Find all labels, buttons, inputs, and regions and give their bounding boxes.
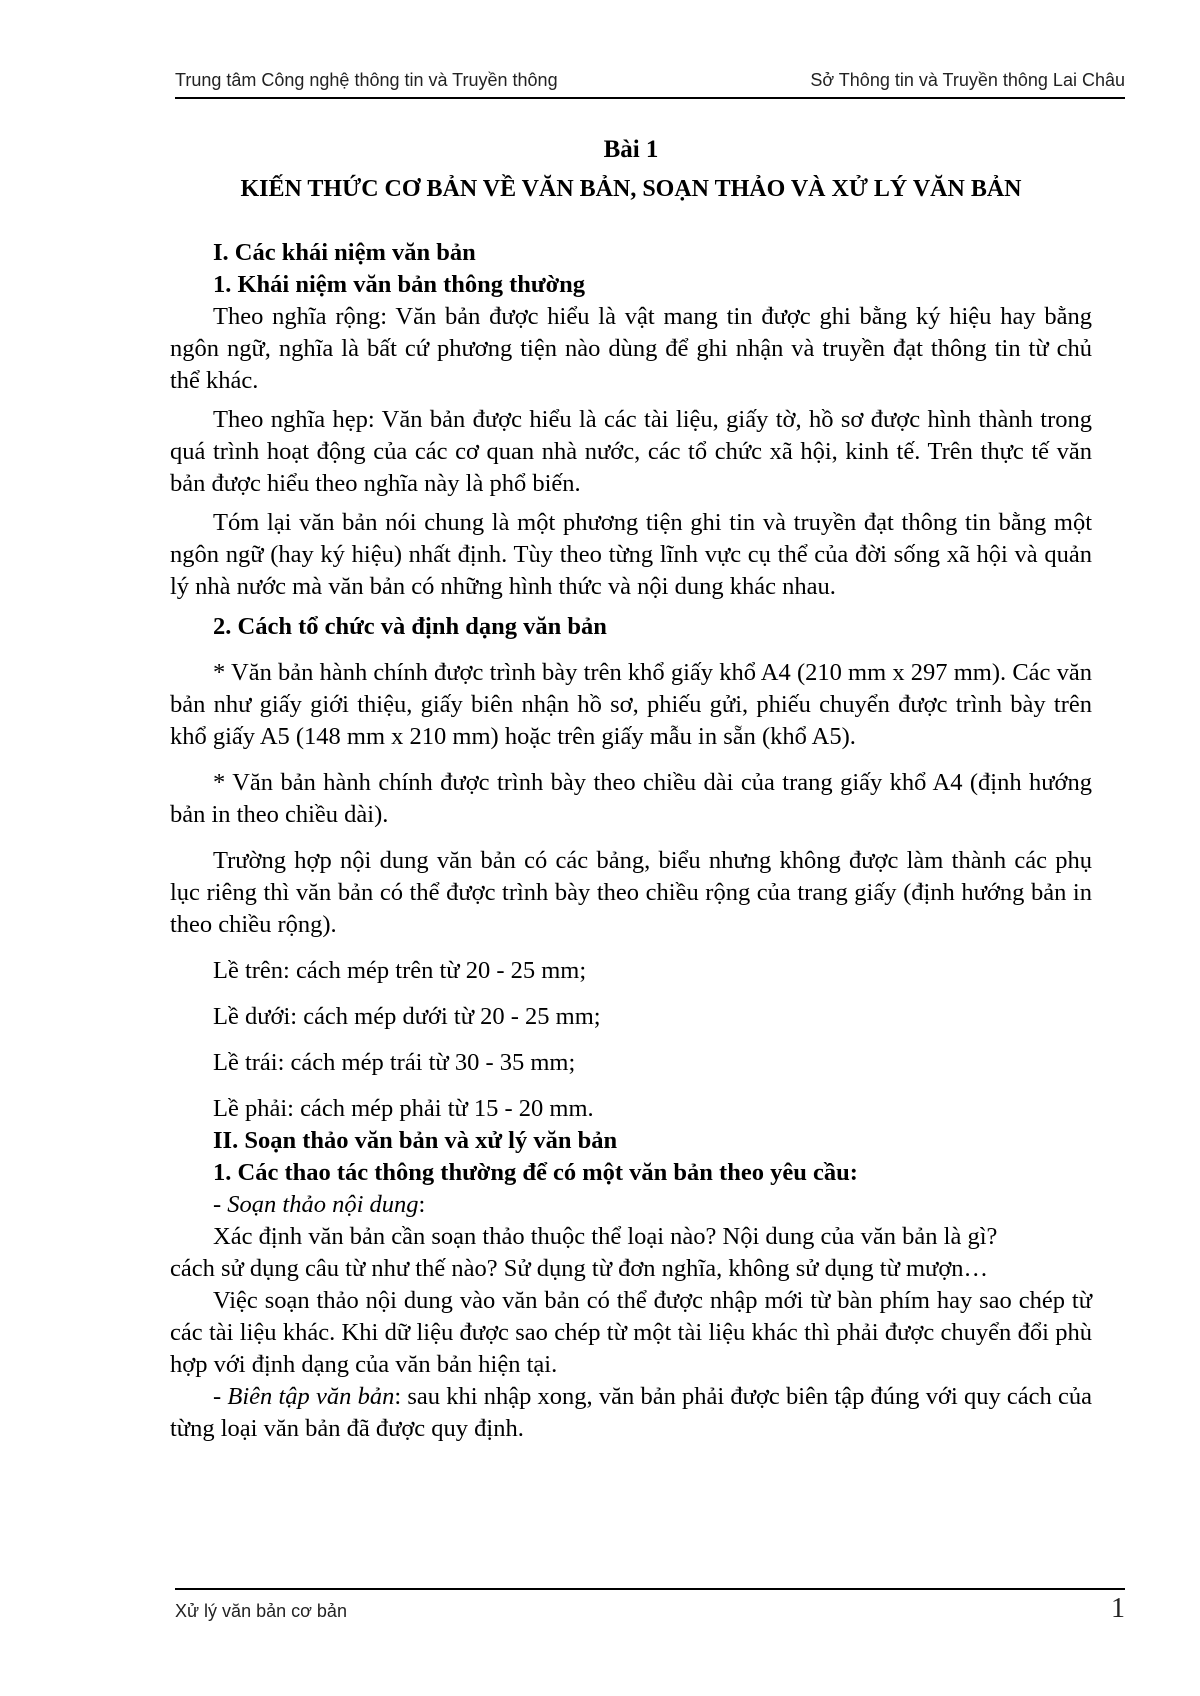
paragraph-paper-size: * Văn bản hành chính được trình bày trên khổ giấy khổ A4 (210 mm x 297 mm). Các văn bản như giấy giới thiệu, giấy biên nhận hồ sơ, phiếu gửi, phiếu chuyển được trình bày trên khổ giấy A5 (148 mm x 210 mm) hoặc trên giấy mẫu in sẵn (khổ A5).: [170, 659, 1092, 750]
compose-label: - Soạn thảo nội dung: [213, 1191, 419, 1218]
paragraph-word-usage: cách sử dụng câu từ như thế nào? Sử dụng từ đơn nghĩa, không sử dụng từ mượn…: [170, 1255, 989, 1282]
section-2-1-heading: 1. Các thao tác thông thường để có một văn bản theo yêu cầu:: [213, 1159, 858, 1186]
section-1-heading: I. Các khái niệm văn bản: [213, 239, 476, 266]
header-rule: [175, 97, 1125, 99]
header-left-text: Trung tâm Công nghệ thông tin và Truyền thông: [175, 70, 558, 90]
compose-content-line: [170, 1189, 1092, 1221]
paragraph-summary: Tóm lại văn bản nói chung là một phương tiện ghi tin và truyền đạt thông tin bằng một ngôn ngữ (hay ký hiệu) nhất định. Tùy theo từng lĩnh vực cụ thể của đời sống xã hội và quản lý nhà nước mà văn bản có những hình thức và nội dung khác nhau.: [170, 509, 1092, 600]
margin-left-line: Lề trái: cách mép trái từ 30 - 35 mm;: [213, 1049, 576, 1076]
lesson-label: Bài 1: [603, 136, 659, 163]
header-right-text: Sở Thông tin và Truyền thông Lai Châu: [810, 70, 1125, 90]
page-number: 1: [1111, 1593, 1125, 1624]
document-body: [170, 135, 1092, 1445]
paragraph-determine-type: Xác định văn bản cần soạn thảo thuộc thể loại nào? Nội dung của văn bản là gì?: [213, 1223, 998, 1250]
margin-top-line: Lề trên: cách mép trên từ 20 - 25 mm;: [213, 957, 587, 984]
paragraph-narrow-definition: Theo nghĩa hẹp: Văn bản được hiểu là các tài liệu, giấy tờ, hồ sơ được hình thành trong quá trình hoạt động của các cơ quan nhà nước, các tổ chức xã hội, kinh tế. Trên thực tế văn bản được hiểu theo nghĩa này là phổ biến.: [170, 406, 1092, 497]
compose-colon: :: [418, 1191, 426, 1218]
edit-document-line: [170, 1381, 1092, 1445]
document-title: KIẾN THỨC CƠ BẢN VỀ VĂN BẢN, SOẠN THẢO VÀ XỬ LÝ VĂN BẢN: [240, 176, 1022, 202]
edit-text: : sau khi nhập xong, văn bản phải được biên tập đúng với quy cách của từng loại văn bản đã được quy định.: [170, 1383, 1092, 1442]
footer-rule: [175, 1588, 1125, 1590]
margin-bottom-line: Lề dưới: cách mép dưới từ 20 - 25 mm;: [213, 1003, 601, 1030]
paragraph-landscape: Trường hợp nội dung văn bản có các bảng, biểu nhưng không được làm thành các phụ lục riêng thì văn bản có thể được trình bày theo chiều rộng của trang giấy (định hướng bản in theo chiều rộng).: [170, 847, 1092, 938]
paragraph-input-content: Việc soạn thảo nội dung vào văn bản có thể được nhập mới từ bàn phím hay sao chép từ các tài liệu khác. Khi dữ liệu được sao chép từ một tài liệu khác thì phải được chuyển đổi phù hợp với định dạng của văn bản hiện tại.: [170, 1287, 1092, 1378]
footer-left-text: Xử lý văn bản cơ bản: [175, 1601, 347, 1621]
paragraph-broad-definition: Theo nghĩa rộng: Văn bản được hiểu là vật mang tin được ghi bằng ký hiệu hay bằng ngôn ngữ, nghĩa là bất cứ phương tiện nào dùng để ghi nhận và truyền đạt thông tin từ chủ thể khác.: [170, 303, 1092, 394]
edit-label: - Biên tập văn bản: [213, 1383, 395, 1410]
margin-right-line: Lề phải: cách mép phải từ 15 - 20 mm.: [213, 1095, 594, 1122]
paragraph-orientation: * Văn bản hành chính được trình bày theo chiều dài của trang giấy khổ A4 (định hướng bản in theo chiều dài).: [170, 769, 1092, 828]
section-1-1-heading: 1. Khái niệm văn bản thông thường: [213, 271, 586, 298]
section-2-heading: II. Soạn thảo văn bản và xử lý văn bản: [213, 1127, 618, 1154]
section-1-2-heading: 2. Cách tổ chức và định dạng văn bản: [213, 613, 607, 640]
